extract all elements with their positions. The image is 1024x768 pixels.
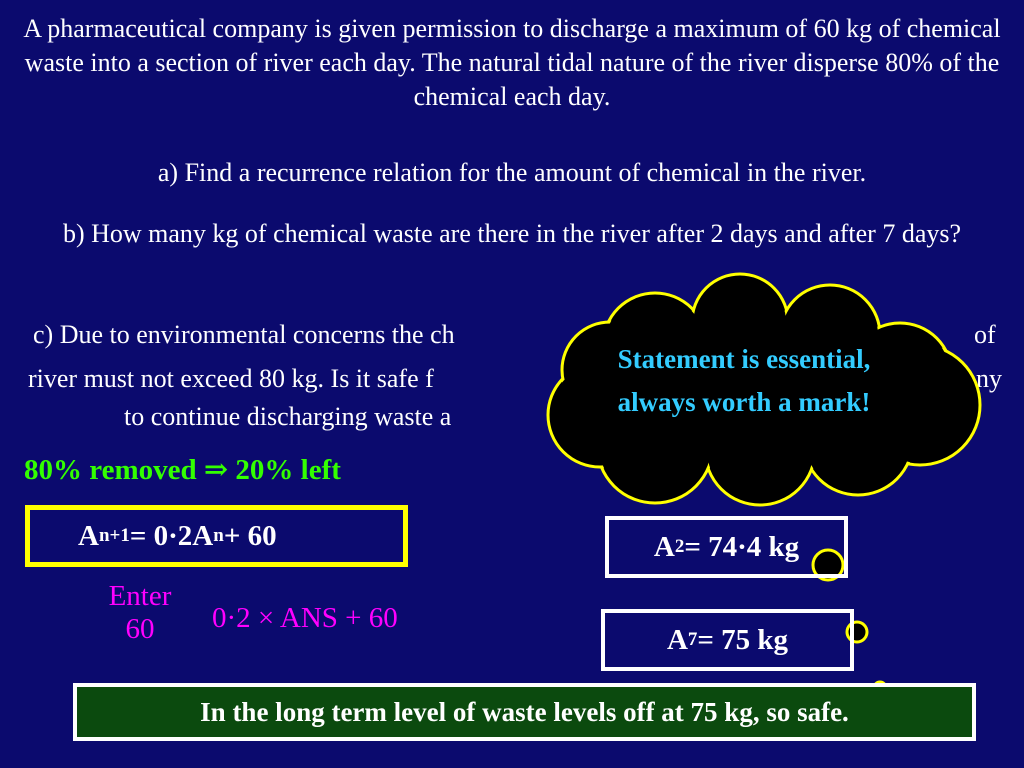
recurrence-subscript: n+1	[98, 525, 130, 546]
conclusion-box	[73, 683, 976, 741]
a7-label: A	[666, 623, 688, 656]
a2-answer-box	[605, 516, 848, 578]
a7-subscript: 7	[687, 629, 698, 650]
calculator-formula: 0·2 × ANS + 60	[212, 602, 398, 634]
recurrence-mid: = 0·2A	[129, 519, 214, 552]
a7-value: = 75 kg	[697, 623, 789, 656]
a2-label: A	[653, 530, 675, 563]
conclusion-text: In the long term level of waste levels off at 75 kg, so safe.	[200, 696, 849, 727]
callout-text: Statement is essential, always worth a mark!	[617, 344, 871, 417]
part-c-line2-right: ny	[976, 364, 1002, 393]
recurrence-subscript-n: n	[213, 525, 224, 546]
recurrence-end: + 60	[223, 519, 277, 552]
a2-value: = 74·4 kg	[684, 530, 800, 563]
a2-subscript: 2	[674, 536, 685, 557]
question-part-b: b) How many kg of chemical waste are there in the river after 2 days and after 7 days?	[62, 219, 962, 248]
part-c-line2-left: river must not exceed 80 kg. Is it safe f	[28, 364, 434, 393]
recurrence-a: A	[78, 519, 99, 552]
part-c-line1-left: c) Due to environmental concerns the ch	[33, 320, 455, 349]
part-c-line3-left: to continue discharging waste a	[124, 402, 452, 431]
recurrence-relation-box	[25, 505, 408, 567]
a7-answer-box	[601, 609, 854, 671]
part-c-line1-right: of	[974, 320, 996, 349]
enter-label: Enter 60	[108, 580, 172, 645]
removed-note: 80% removed ⇒ 20% left	[24, 454, 341, 486]
question-part-a: a) Find a recurrence relation for the amount of chemical in the river.	[157, 158, 867, 187]
question-intro: A pharmaceutical company is given permission to discharge a maximum of 60 kg of chemical waste into a section of river each day. The natural tidal nature of the river disperse 80% of the chemical each day.	[23, 14, 1001, 111]
